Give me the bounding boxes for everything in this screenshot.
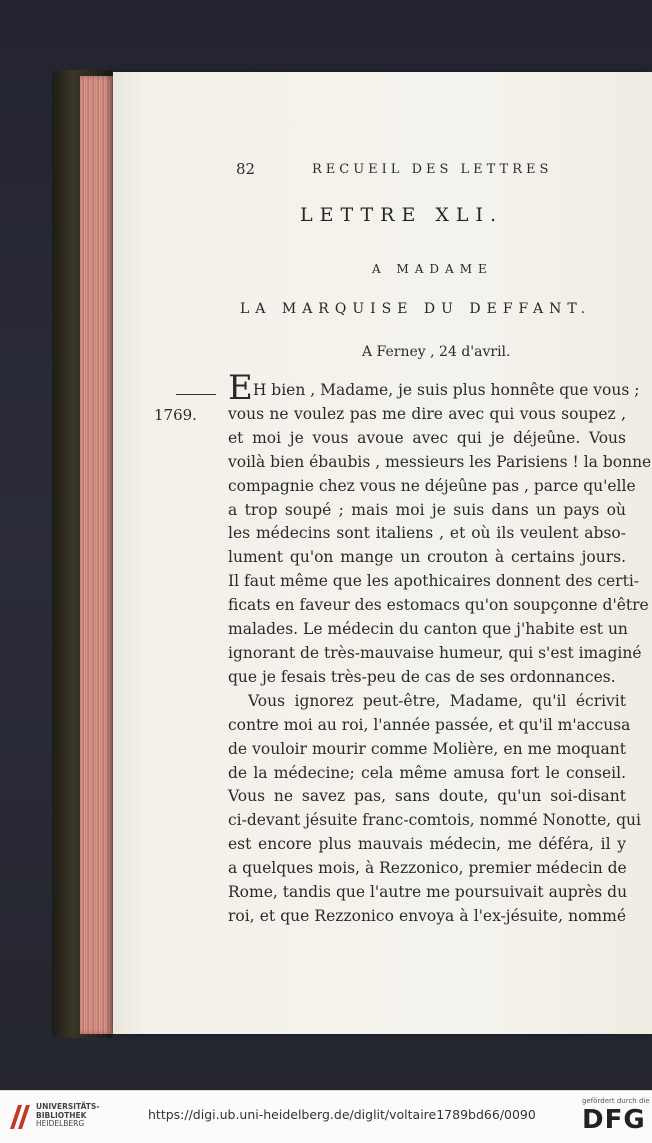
page-number: 82 <box>236 160 256 178</box>
addressee-line-2: LA MARQUISE DU DEFFANT. <box>240 301 592 317</box>
text-line: les médecins sont italiens , et où ils veulent abso- <box>228 524 626 543</box>
text-line: que je fesais très-peu de cas de ses ordonnances. <box>228 667 616 686</box>
text-line: de la médecine; cela même amusa fort le conseil. <box>228 763 626 782</box>
text-line: contre moi au roi, l'année passée, et qu'il m'accusa <box>228 715 631 734</box>
university-logo-icon <box>8 1101 32 1131</box>
text-line: Il faut même que les apothicaires donnent des certi- <box>228 572 640 591</box>
text-line: ficats en faveur des estomacs qu'on soupçonne d'être <box>228 596 649 615</box>
text-line: a quelques mois, à Rezzonico, premier médecin de <box>228 859 627 878</box>
addressee-line-1: A MADAME <box>372 262 493 276</box>
text-line: vous ne voulez pas me dire avec qui vous soupez , <box>228 404 626 423</box>
permalink-url[interactable]: https://digi.ub.uni-heidelberg.de/diglit/voltaire1789bd66/0090 <box>148 1107 536 1122</box>
letter-title: LETTRE XLI. <box>300 204 504 226</box>
text-line: malades. Le médecin du canton que j'habite est un <box>228 620 628 639</box>
page-header <box>236 160 576 184</box>
text-line: roi, et que Rezzonico envoya à l'ex-jésuite, nommé <box>228 906 626 925</box>
text-line: Vous ignorez peut-être, Madame, qu'il écrivit <box>248 691 626 710</box>
text-line: de vouloir mourir comme Molière, en me moquant <box>228 739 626 758</box>
running-head: RECUEIL DES LETTRES <box>312 162 553 177</box>
text-line: lument qu'on mange un crouton à certains jours. <box>228 548 626 567</box>
funding-note: gefördert durch die <box>582 1097 650 1105</box>
dateline: A Ferney , 24 d'avril. <box>362 344 511 360</box>
margin-rule <box>176 394 216 395</box>
library-name: UNIVERSITÄTS- BIBLIOTHEK HEIDELBERG <box>36 1102 100 1128</box>
text-line: est encore plus mauvais médecin, me déféra, il y <box>228 835 626 854</box>
text-line: Vous ne savez pas, sans doute, qu'un soi-disant <box>228 787 626 806</box>
viewer-footer <box>0 1090 652 1143</box>
text-line: a trop soupé ; mais moi je suis dans un pays où <box>228 500 626 519</box>
margin-year: 1769. <box>154 406 197 424</box>
text-line: ignorant de très-mauvaise humeur, qui s'est imaginé <box>228 643 642 662</box>
text-line: Rome, tandis que l'autre me poursuivait auprès du <box>228 883 628 902</box>
text-line: ci-devant jésuite franc-comtois, nommé Nonotte, qui <box>228 811 641 830</box>
text-line: et moi je vous avoue avec qui je déjeûne. Vous <box>228 428 626 447</box>
letter-body <box>228 368 652 929</box>
text-line: EH bien , Madame, je suis plus honnête que vous ; <box>228 368 640 408</box>
text-line: voilà bien ébaubis , messieurs les Parisiens ! la bonne <box>228 452 652 471</box>
drop-cap: E <box>228 368 253 408</box>
page-edges <box>80 76 113 1034</box>
dfg-logo: DFG <box>582 1105 646 1135</box>
text-line: compagnie chez vous ne déjeûne pas , parce qu'elle <box>228 476 636 495</box>
